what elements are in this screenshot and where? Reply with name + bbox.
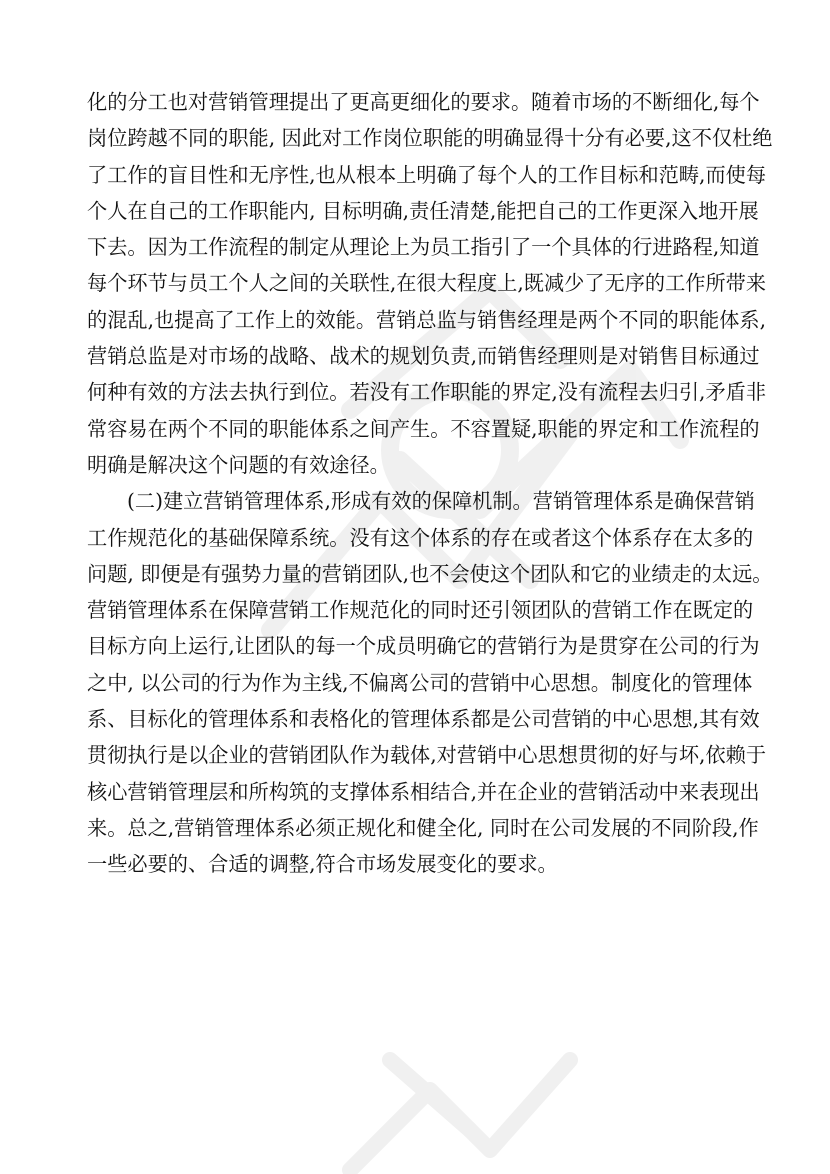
text-line: 目标方向上运行,让团队的每一个成员明确它的营销行为是贯穿在公司的行为 — [87, 634, 760, 659]
text-line: 常容易在两个不同的职能体系之间产生。不容置疑,职能的界定和工作流程的 — [87, 416, 760, 441]
text-line: 来。总之,营销管理体系必须正规化和健全化, 同时在公司发展的不同阶段,作 — [87, 815, 759, 840]
paragraph-2 — [87, 483, 773, 882]
text-line: 系、目标化的管理体系和表格化的管理体系都是公司营销的中心思想,其有效 — [87, 707, 760, 732]
text-line: 核心营销管理层和所构筑的支撑体系相结合,并在企业的营销活动中来表现出 — [87, 779, 760, 804]
text-line: (二)建立营销管理体系,形成有效的保障机制。营销管理体系是确保营销 — [127, 489, 755, 514]
text-line: 营销总监是对市场的战略、战术的规划负责,而销售经理则是对销售目标通过 — [87, 344, 760, 369]
text-line: 了工作的盲目性和无序性,也从根本上明确了每个人的工作目标和范畴,而使每 — [87, 162, 767, 187]
text-line: 明确是解决这个问题的有效途径。 — [87, 452, 390, 477]
text-line: 岗位跨越不同的职能, 因此对工作岗位职能的明确显得十分有必要,这不仅杜绝 — [87, 126, 773, 151]
text-line: 何种有效的方法去执行到位。若没有工作职能的界定,没有流程去归引,矛盾非 — [87, 380, 767, 405]
text-line: 的混乱,也提高了工作上的效能。营销总监与销售经理是两个不同的职能体系, — [87, 307, 767, 332]
text-line: 问题, 即便是有强势力量的营销团队,也不会使这个团队和它的业绩走的太远。 — [87, 561, 773, 586]
document-body — [87, 84, 773, 883]
text-line: 之中, 以公司的行为作为主线,不偏离公司的营销中心思想。制度化的管理体 — [87, 670, 753, 695]
text-line: 化的分工也对营销管理提出了更高更细化的要求。随着市场的不断细化,每个 — [87, 90, 760, 114]
text-line: 工作规范化的基础保障系统。没有这个体系的存在或者这个体系存在太多的 — [87, 525, 754, 550]
text-line: 每个环节与员工个人之间的关联性,在很大程度上,既减少了无序的工作所带来 — [87, 271, 767, 296]
text-line: 下去。因为工作流程的制定从理论上为员工指引了一个具体的行进路程,知道 — [87, 235, 760, 260]
watermark-graphic-lower — [330, 1040, 590, 1174]
text-line: 营销管理体系在保障营销工作规范化的同时还引领团队的营销工作在既定的 — [87, 598, 754, 623]
text-line: 个人在自己的工作职能内, 目标明确,责任清楚,能把自己的工作更深入地开展 — [87, 198, 759, 223]
text-line: 贯彻执行是以企业的营销团队作为载体,对营销中心思想贯彻的好与坏,依赖于 — [87, 743, 767, 768]
text-line: 一些必要的、合适的调整,符合市场发展变化的要求。 — [87, 852, 558, 877]
paragraph-1 — [87, 84, 773, 483]
